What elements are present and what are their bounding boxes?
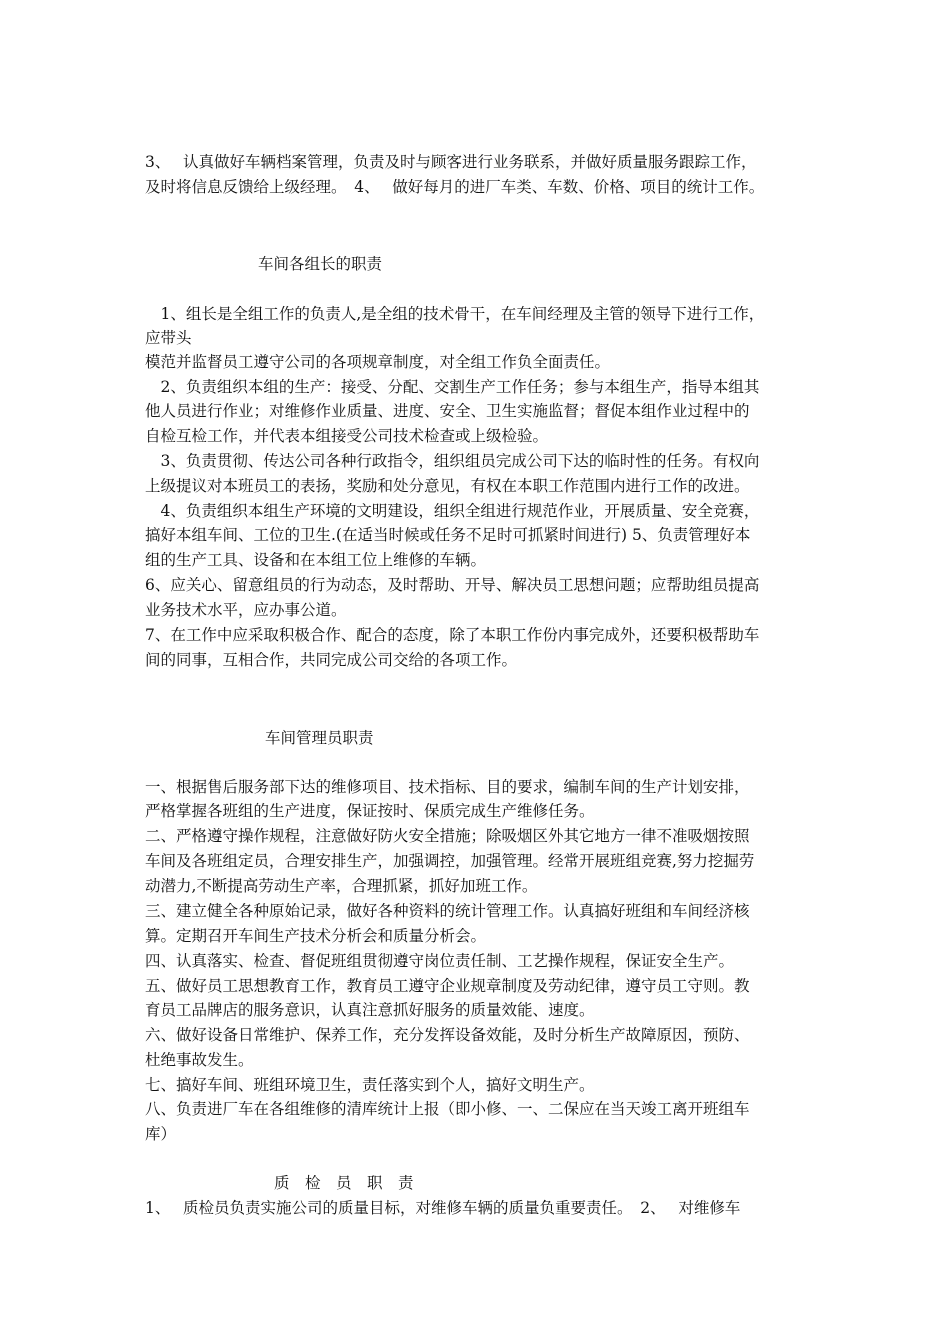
paragraph-line: 业务技术水平，应办事公道。 <box>145 601 347 619</box>
paragraph-line: 算。定期召开车间生产技术分析会和质量分析会。 <box>145 927 487 945</box>
paragraph-line: 动潜力,不断提高劳动生产率，合理抓紧，抓好加班工作。 <box>145 877 538 895</box>
paragraph-line: 应带头 <box>145 329 192 347</box>
paragraph-line: 1、 质检员负责实施公司的质量目标，对维修车辆的质量负重要责任。 2、 对维修车 <box>145 1199 741 1217</box>
paragraph-line: 组的生产工具、设备和在本组工位上维修的车辆。 <box>145 551 487 569</box>
paragraph-line: 间的同事，互相合作，共同完成公司交给的各项工作。 <box>145 651 518 669</box>
paragraph-line: 7、在工作中应采取积极合作、配合的态度，除了本职工作份内事完成外，还要积极帮助车 <box>145 626 760 644</box>
paragraph-line: 3、 认真做好车辆档案管理，负责及时与顾客进行业务联系，并做好质量服务跟踪工作， <box>145 153 757 171</box>
paragraph-line: 一、根据售后服务部下达的维修项目、技术指标、目的要求，编制车间的生产计划安排， <box>145 778 750 796</box>
paragraph-line: 搞好本组车间、工位的卫生.(在适当时候或任务不足时可抓紧时间进行) 5、负责管理好本 <box>145 526 751 544</box>
paragraph-line: 上级提议对本班员工的表扬，奖励和处分意见，有权在本职工作范围内进行工作的改进。 <box>145 477 750 495</box>
paragraph-line: 五、做好员工思想教育工作，教育员工遵守企业规章制度及劳动纪律，遵守员工守则。教 <box>145 977 750 995</box>
paragraph-line: 2、负责组织本组的生产：接受、分配、交割生产工作任务；参与本组生产，指导本组其 <box>145 378 760 396</box>
paragraph-line: 育员工品牌店的服务意识，认真注意抓好服务的质量效能、速度。 <box>145 1001 595 1019</box>
section-title: 质 检 员 职 责 <box>274 1174 414 1192</box>
paragraph-line: 4、负责组织本组生产环境的文明建设，组织全组进行规范作业，开展质量、安全竞赛， <box>145 502 760 520</box>
paragraph-line: 七、搞好车间、班组环境卫生，责任落实到个人，搞好文明生产。 <box>145 1076 595 1094</box>
paragraph-line: 三、建立健全各种原始记录，做好各种资料的统计管理工作。认真搞好班组和车间经济核 <box>145 902 750 920</box>
paragraph-line: 八、负责进厂车在各组维修的清库统计上报（即小修、一、二保应在当天竣工离开班组车 <box>145 1100 750 1118</box>
paragraph-line: 及时将信息反馈给上级经理。 4、 做好每月的进厂车类、车数、价格、项目的统计工作。 <box>145 178 765 196</box>
paragraph-line: 杜绝事故发生。 <box>145 1051 254 1069</box>
paragraph-line: 自检互检工作，并代表本组接受公司技术检查或上级检验。 <box>145 427 549 445</box>
paragraph-line: 3、负责贯彻、传达公司各种行政指令，组织组员完成公司下达的临时性的任务。有权向 <box>145 452 760 470</box>
paragraph-line: 6、应关心、留意组员的行为动态，及时帮助、开导、解决员工思想问题；应帮助组员提高 <box>145 576 760 594</box>
paragraph-line: 他人员进行作业；对维修作业质量、进度、安全、卫生实施监督；督促本组作业过程中的 <box>145 402 750 420</box>
paragraph-line: 四、认真落实、检查、督促班组贯彻遵守岗位责任制、工艺操作规程，保证安全生产。 <box>145 952 735 970</box>
paragraph-line: 二、严格遵守操作规程，注意做好防火安全措施；除吸烟区外其它地方一律不准吸烟按照 <box>145 827 750 845</box>
paragraph-line: 六、做好设备日常维护、保养工作，充分发挥设备效能，及时分析生产故障原因，预防、 <box>145 1026 750 1044</box>
paragraph-line: 1、组长是全组工作的负责人,是全组的技术骨干，在车间经理及主管的领导下进行工作， <box>145 305 765 323</box>
paragraph-line: 车间及各班组定员，合理安排生产，加强调控，加强管理。经常开展班组竞赛,努力挖掘劳 <box>145 852 755 870</box>
paragraph-line: 严格掌握各班组的生产进度，保证按时、保质完成生产维修任务。 <box>145 802 595 820</box>
paragraph-line: 模范并监督员工遵守公司的各项规章制度，对全组工作负全面责任。 <box>145 353 611 371</box>
section-title: 车间管理员职责 <box>265 729 374 747</box>
section-title: 车间各组长的职责 <box>258 255 383 273</box>
paragraph-line: 库） <box>145 1125 177 1143</box>
